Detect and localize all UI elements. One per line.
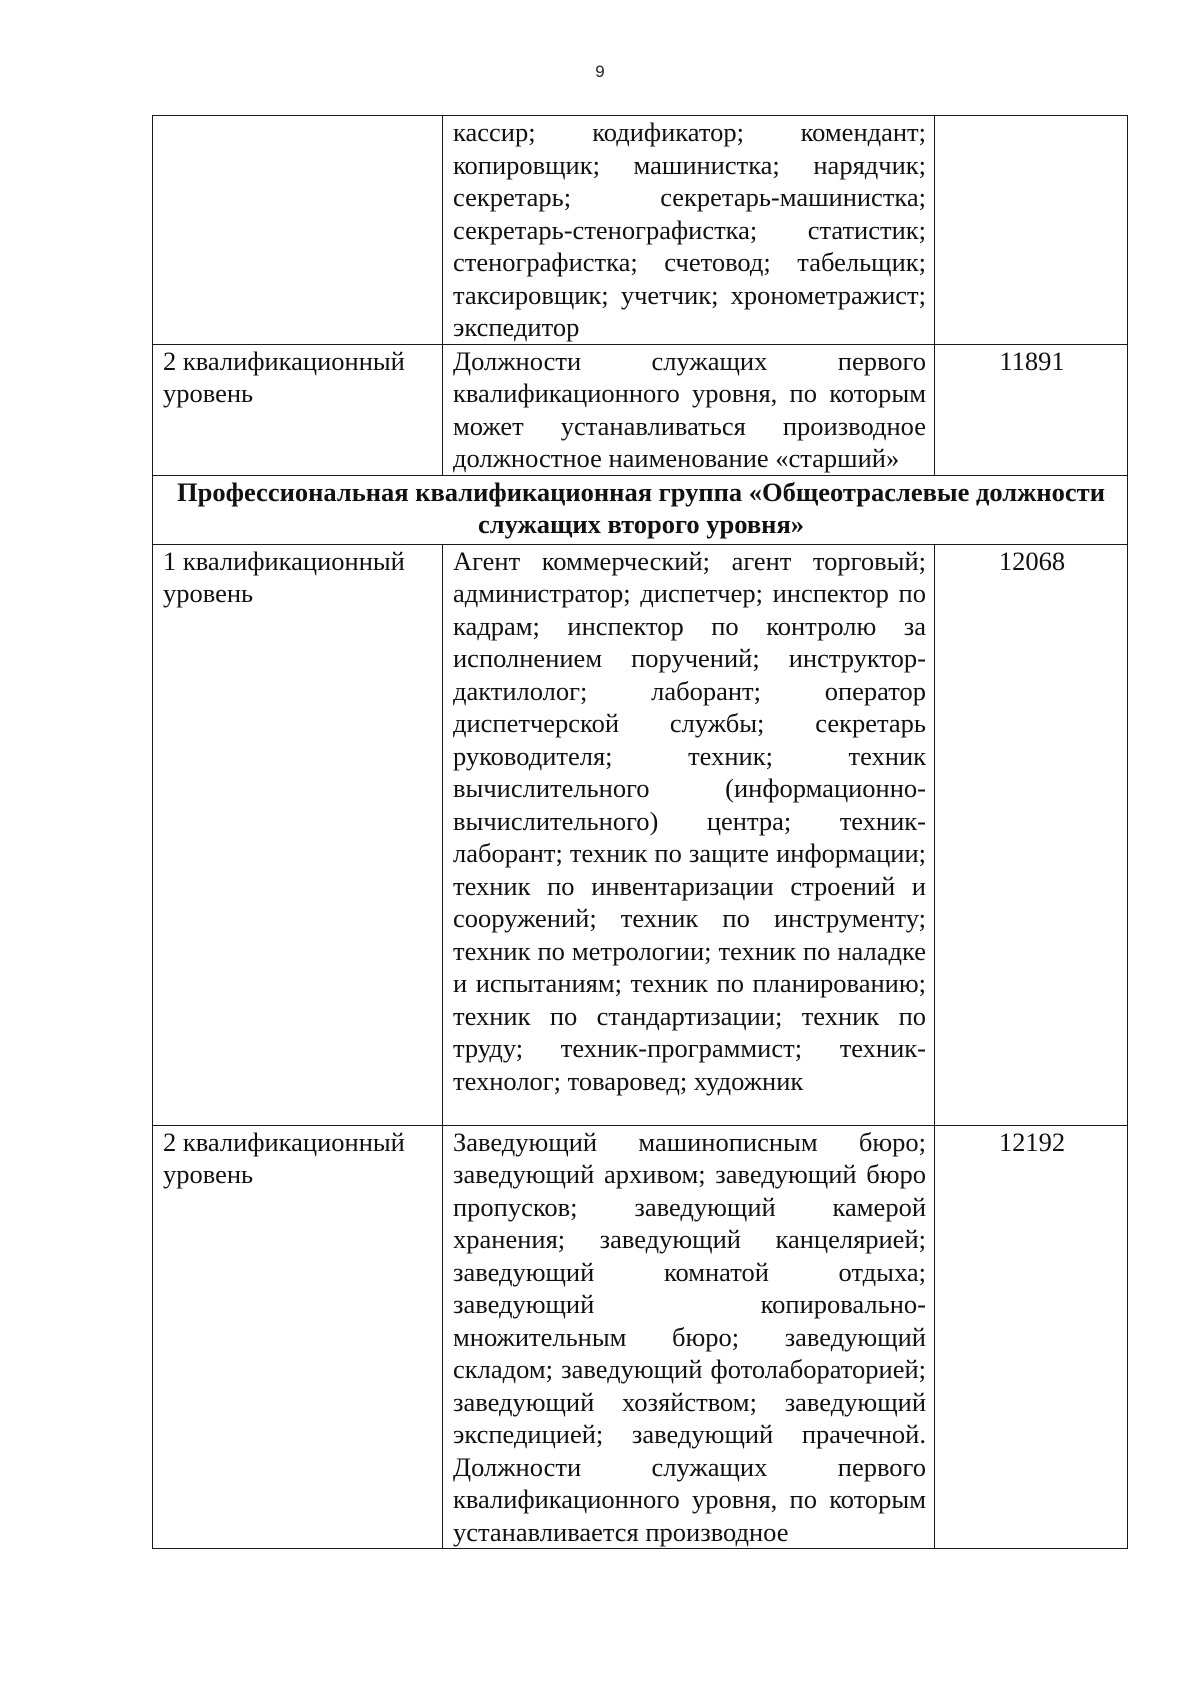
level-cell: 2 квалификационный уровень (153, 344, 443, 475)
salary-cell: 11891 (935, 344, 1128, 475)
level-cell (153, 116, 443, 345)
salary-cell: 12192 (935, 1125, 1128, 1549)
table-row (153, 544, 1128, 1125)
positions-cell: Должности служащих первого квалификационного уровня, по которым может устанавливаться производное должностное наименование «старший» (443, 344, 935, 475)
table-row (153, 1125, 1128, 1549)
table-row (153, 344, 1128, 475)
level-cell: 2 квалификационный уровень (153, 1125, 443, 1549)
level-cell: 1 квалификационный уровень (153, 544, 443, 1125)
positions-cell: Агент коммерческий; агент торговый; администратор; диспетчер; инспектор по кадрам; инспектор по контролю за исполнением поручений; инструктор-дактилолог; лаборант; оператор диспетчерской службы; секретарь руководителя; техник; техник вычислительного (информационно-вычислительного) центра; техник-лаборант; техник по защите информации; техник по инвентаризации строений и сооружений; техник по инструменту; техник по метрологии; техник по наладке и испытаниям; техник по планированию; техник по стандартизации; техник по труду; техник-программист; техник-технолог; товаровед; художник (443, 544, 935, 1125)
page-number: 9 (595, 62, 605, 81)
group-header: Профессиональная квалификационная группа «Общеотраслевые должности служащих второго уровня» (153, 475, 1128, 544)
qualification-table (152, 115, 1128, 1549)
salary-cell: 12068 (935, 544, 1128, 1125)
table-row (153, 116, 1128, 345)
positions-cell: Заведующий машинописным бюро; заведующий архивом; заведующий бюро пропусков; заведующий камерой хранения; заведующий канцелярией; заведующий комнатой отдыха; заведующий копировально-множительным бюро; заведующий складом; заведующий фотолабораторией; заведующий хозяйством; заведующий экспедицией; заведующий прачечной. Должности служащих первого квалификационного уровня, по которым устанавливается производное (443, 1125, 935, 1549)
positions-cell: кассир; кодификатор; комендант; копировщик; машинистка; нарядчик; секретарь; секретарь-машинистка; секретарь-стенографистка; статистик; стенографистка; счетовод; табельщик; таксировщик; учетчик; хронометражист; экспедитор (443, 116, 935, 345)
group-header-row (153, 475, 1128, 544)
salary-cell (935, 116, 1128, 345)
